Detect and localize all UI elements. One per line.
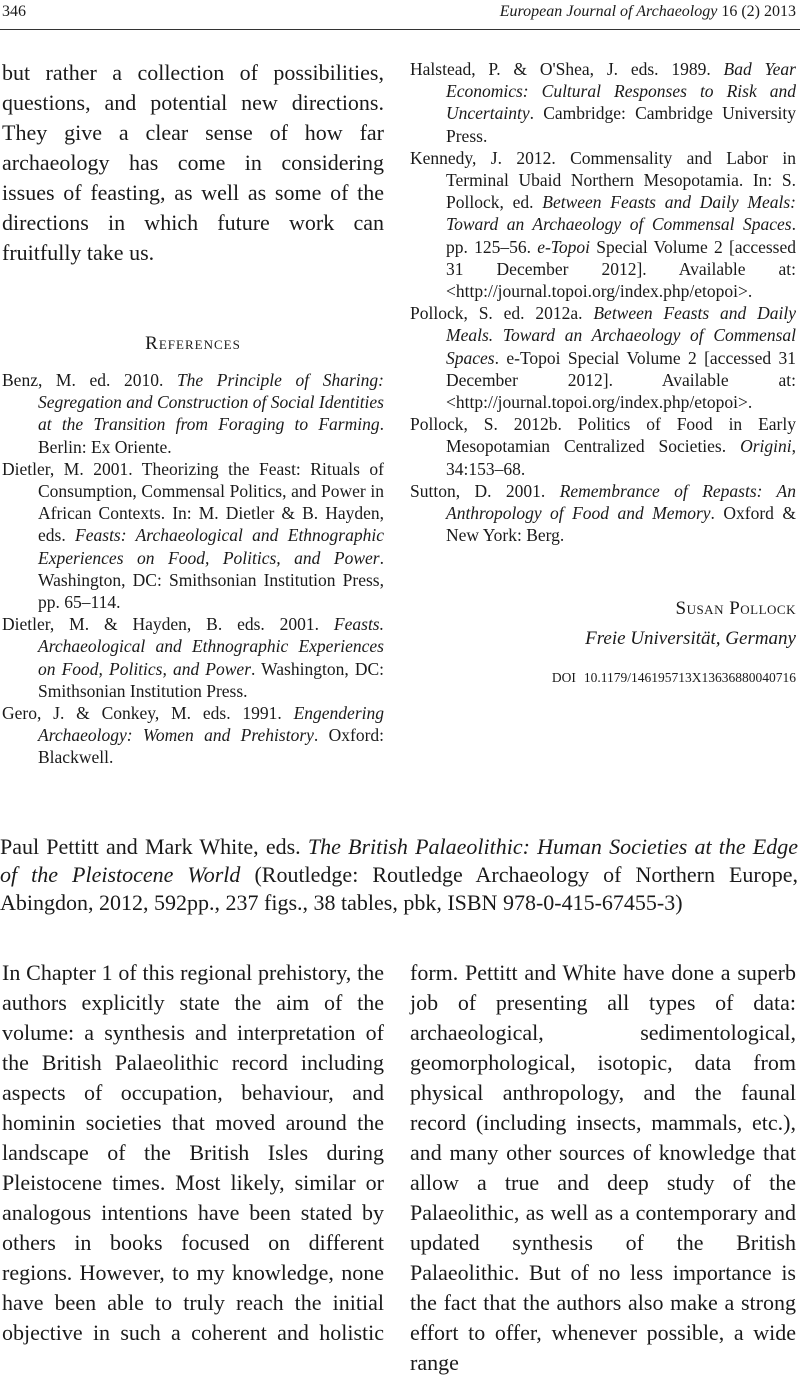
- references-list-right: [410, 58, 796, 546]
- reference-title: Engendering Archaeology: Women and Prehistory: [38, 703, 384, 746]
- review-editors: Paul Pettitt and Mark White, eds.: [0, 834, 308, 859]
- reference-title: Between Feasts and Daily Meals: Toward an Archaeology of Commensal Spaces: [446, 192, 796, 235]
- references-list-left: [2, 369, 384, 769]
- reference-text: , 34:153–68.: [446, 436, 796, 479]
- reference-entry: [410, 58, 796, 147]
- left-column: [2, 58, 384, 769]
- running-header: [0, 0, 800, 30]
- reference-title: e-Topoi: [537, 236, 591, 257]
- reference-entry: [2, 369, 384, 458]
- review-heading: [0, 833, 798, 917]
- reference-text: . pp. 125–56.: [446, 214, 796, 257]
- closing-paragraph: but rather a collection of possibilities, questions, and potential new directions. They give a clear sense of how far archaeology has come in considering issues of feasting, as well as some of the directions in which future work can fruitfully take us.: [2, 60, 384, 265]
- reference-text: . e-Topoi Special Volume 2 [accessed 31 December 2012]. Available at: <http://journal.topoi.org/index.php/etopoi>.: [446, 347, 796, 413]
- reference-entry: [410, 413, 796, 480]
- reference-entry: [2, 613, 384, 702]
- reference-text: Halstead, P. & O'Shea, J. eds. 1989.: [410, 59, 724, 79]
- reference-text: . Cambridge: Cambridge University Press.: [446, 103, 796, 146]
- doi-label: DOI: [551, 670, 576, 686]
- review-book-details: (Routledge: Routledge Archaeology of Northern Europe, Abingdon, 2012, 592pp., 237 figs., 38 tables, pbk, ISBN 978-0-415-67455-3): [0, 862, 798, 915]
- reference-entry: [2, 702, 384, 769]
- reference-entry: [410, 302, 796, 413]
- header-rule: [0, 29, 800, 30]
- reference-text: . Oxford & New York: Berg.: [446, 503, 796, 546]
- review-left-column: [2, 958, 384, 1345]
- reference-text: . Washington, DC: Smithsonian Institution Press, pp. 65–114.: [38, 547, 384, 613]
- reference-entry: [2, 458, 384, 613]
- doi-line: [410, 670, 796, 686]
- reference-text: Pollock, S. ed. 2012a.: [410, 303, 594, 324]
- reference-title: The Principle of Sharing: Segregation and Construction of Social Identities at the Transition from Foraging to Farming: [38, 370, 384, 435]
- review-paragraph-right: form. Pettitt and White have done a superb job of presenting all types of data: archaeological, sedimentological, geomorphological, isotopic, data from physical anthropology, and the faunal record (including insects, mammals, etc.), and many other sources of knowledge that allow a true and deep study of the Palaeolithic, as well as a contemporary and updated synthesis of the British Palaeolithic. But of no less importance is the fact that the authors also make a strong effort to offer, whenever possible, a wide range: [410, 960, 796, 1375]
- reviewer-name: Susan Pollock: [675, 598, 796, 620]
- review-right-column: [410, 958, 796, 1375]
- reference-title: Bad Year Economics: Cultural Responses to Risk and Uncertainty: [446, 59, 796, 124]
- journal-volume: 16 (2) 2013: [721, 3, 796, 20]
- reference-text: Special Volume 2 [accessed 31 December 2012]. Available at: <http://journal.topoi.org/index.php/etopoi>.: [446, 236, 796, 302]
- reference-title: Between Feasts and Daily Meals. Toward an Archaeology of Commensal Spaces: [446, 303, 796, 368]
- journal-title: [500, 3, 796, 21]
- reference-entry: [410, 480, 796, 547]
- reference-text: Pollock, S. 2012b. Politics of Food in Early Mesopotamian Centralized Societies.: [410, 414, 796, 457]
- review-paragraph-left: In Chapter 1 of this regional prehistory, the authors explicitly state the aim of the volume: a synthesis and interpretation of the British Palaeolithic record including aspects of occupation, behaviour, and hominin societies that moved around the landscape of the British Isles during Pleistocene times. Most likely, similar or analogous intentions have been stated by others in books focused on different regions. However, to my knowledge, none have been able to truly reach the initial objective in such a coherent and holistic: [2, 960, 384, 1345]
- reference-text: Gero, J. & Conkey, M. eds. 1991.: [2, 703, 294, 724]
- reference-title: Remembrance of Repasts: An Anthropology of Food and Memory: [446, 480, 796, 524]
- right-column: [410, 58, 796, 686]
- references-heading: References: [145, 333, 241, 354]
- journal-name: European Journal of Archaeology: [499, 3, 718, 20]
- reference-title: Feasts. Archaeological and Ethnographic Experiences on Food, Politics, and Power: [38, 614, 384, 679]
- reference-text: Sutton, D. 2001.: [410, 480, 560, 501]
- reference-entry: [410, 147, 796, 302]
- reference-text: Kennedy, J. 2012. Commensality and Labor in Terminal Ubaid Northern Mesopotamia. In: S. Pollock, ed.: [410, 147, 796, 213]
- reviewer-affiliation: Freie Universität, Germany: [585, 628, 796, 650]
- reference-text: . Oxford: Blackwell.: [38, 725, 385, 768]
- reference-text: Benz, M. ed. 2010.: [2, 370, 177, 390]
- reference-title: Feasts: Archaeological and Ethnographic Experiences on Food, Politics, and Power: [38, 525, 384, 568]
- page-number: 346: [2, 3, 26, 20]
- reference-text: . Berlin: Ex Oriente.: [38, 414, 384, 457]
- reference-title: Origini: [740, 436, 792, 457]
- reference-text: . Washington, DC: Smithsonian Institution Press.: [38, 658, 384, 701]
- reviewer-signature: [410, 594, 796, 654]
- doi-value: 10.1179/146195713X13636880040716: [583, 670, 796, 686]
- reference-text: Dietler, M. & Hayden, B. eds. 2001.: [2, 614, 334, 635]
- review-book-title: The British Palaeolithic: Human Societies at the Edge of the Pleistocene World: [0, 834, 798, 887]
- reference-text: Dietler, M. 2001. Theorizing the Feast: Rituals of Consumption, Commensal Politics, and Power in African Contexts. In: M. Dietler & B. Hayden, eds.: [2, 458, 384, 546]
